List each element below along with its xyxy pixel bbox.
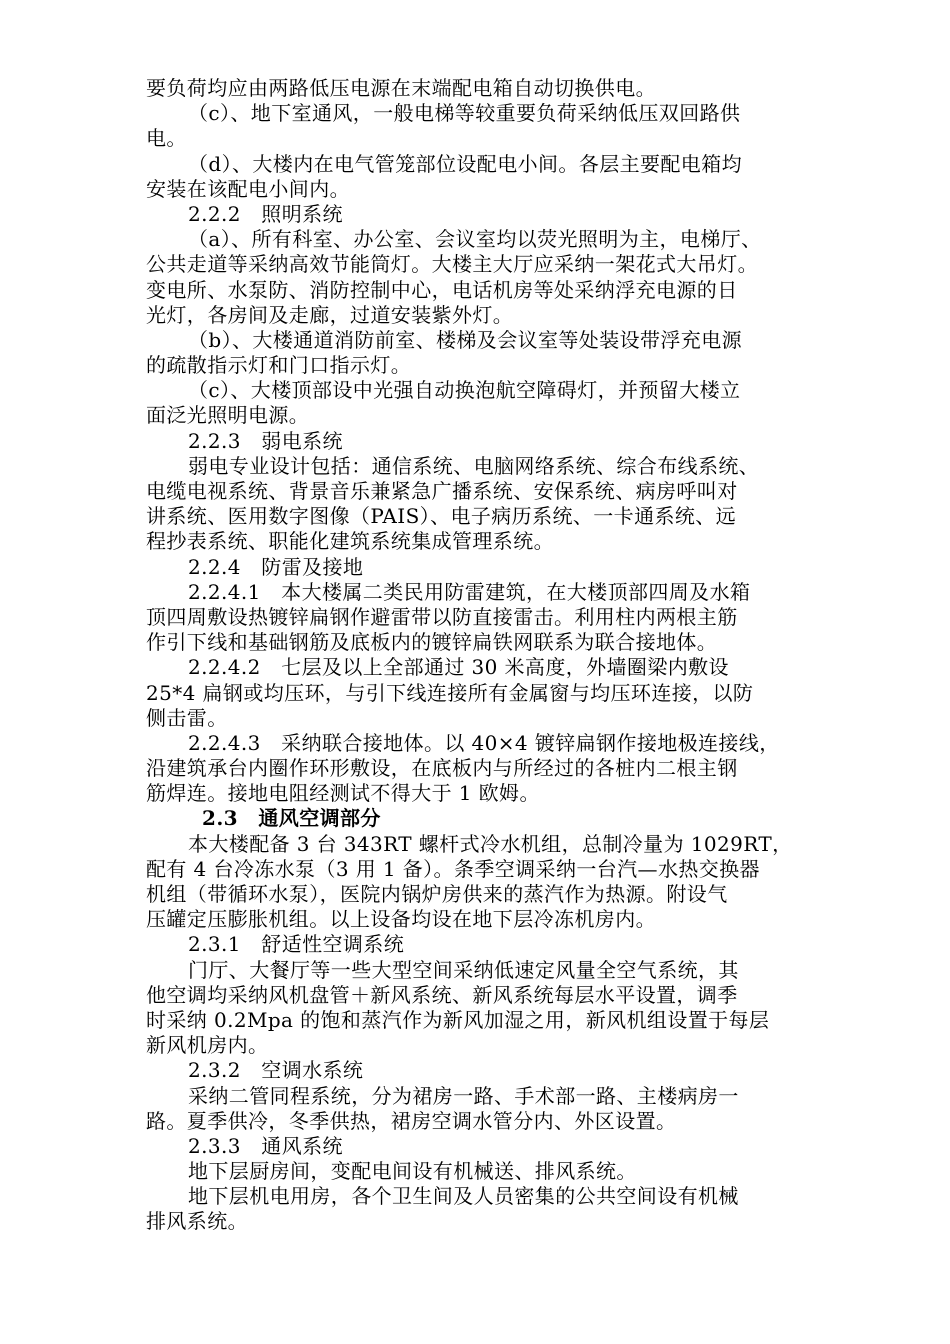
text-line: 2.3.2 空调水系统 [188,1058,364,1083]
text-line: 2.3.1 舒适性空调系统 [188,932,405,957]
text-line: 本大楼配备 3 台 343RT 螺杆式冷水机组，总制冷量为 1029RT， [188,831,793,856]
text-line: 的疏散指示灯和门口指示灯。 [146,353,412,378]
text-line: （a）、所有科室、办公室、会议室均以荧光照明为主，电梯厅、 [188,227,762,252]
text-line: 公共走道等采纳高效节能筒灯。大楼主大厅应采纳一架花式大吊灯。 [146,252,758,277]
document-page [146,76,822,1235]
text-line: 25*4 扁钢或均压环，与引下线连接所有金属窗与均压环连接，以防 [146,680,754,705]
text-line: 作引下线和基础钢筋及底板内的镀锌扁铁网联系为联合接地体。 [146,630,718,655]
text-line: 2.2.4.2 七层及以上全部通过 30 米高度，外墙圈梁内敷设 [188,655,729,680]
text-line: 压罐定压膨胀机组。以上设备均设在地下层冷冻机房内。 [146,907,656,932]
text-line: 电缆电视系统、背景音乐兼紧急广播系统、安保系统、病房呼叫对 [146,479,738,503]
text-line: 2.2.4 防雷及接地 [188,554,364,579]
text-line: 2.2.4.1 本大楼属二类民用防雷建筑，在大楼顶部四周及水箱 [188,579,751,604]
text-line: 光灯，各房间及走廊，过道安装紫外灯。 [146,302,514,327]
text-line: 排风系统。 [146,1209,248,1234]
text-line: 2.3 通风空调部分 [202,806,381,831]
text-line: 2.2.2 照明系统 [188,201,343,226]
text-line: （c）、地下室通风，一般电梯等较重要负荷采纳低压双回路供 [188,101,741,126]
text-line: 机组（带循环水泵），医院内锅炉房供来的蒸汽作为热源。附设气 [146,882,728,906]
text-line: 配有 4 台冷冻水泵（3 用 1 备）。条季空调采纳一台汽—水热交换器 [146,856,760,881]
text-line: 采纳二管同程系统，分为裙房一路、手术部一路、主楼病房一 [188,1083,739,1108]
text-line: 筋焊连。接地电阻经测试不得大于 1 欧姆。 [146,781,540,806]
text-line: 他空调均采纳风机盘管＋新风系统、新风系统每层水平设置，调季 [146,982,738,1007]
text-line: 新风机房内。 [146,1033,269,1058]
text-line: 讲系统、医用数字图像（PAIS）、电子病历系统、一卡通系统、远 [146,504,737,529]
text-line: 安装在该配电小间内。 [146,176,350,201]
text-line: 门厅、大餐厅等一些大型空间采纳低速定风量全空气系统，其 [188,957,739,982]
text-line: 路。夏季供冷，冬季供热，裙房空调水管分内、外区设置。 [146,1108,677,1133]
text-line: 弱电专业设计包括：通信系统、电脑网络系统、综合布线系统、 [188,453,760,478]
text-line: 侧击雷。 [146,705,228,730]
text-line: 变电所、水泵防、消防控制中心，电话机房等处采纳浮充电源的日 [146,277,738,302]
text-line: 地下层厨房间，变配电间设有机械送、排风系统。 [188,1159,637,1184]
text-line: 电。 [146,126,187,151]
text-line: 要负荷均应由两路低压电源在末端配电箱自动切换供电。 [146,76,656,100]
text-line: （b）、大楼通道消防前室、楼梯及会议室等处装设带浮充电源 [188,327,743,352]
text-line: 2.3.3 通风系统 [188,1133,343,1158]
text-line: 2.2.3 弱电系统 [188,428,343,453]
text-line: 2.2.4.3 采纳联合接地体。以 40×4 镀锌扁钢作接地极连接线， [188,730,780,755]
text-line: 顶四周敷设热镀锌扁钢作避雷带以防直接雷击。利用柱内两根主筋 [146,604,738,629]
text-line: 程抄表系统、职能化建筑系统集成管理系统。 [146,529,554,554]
text-line: 面泛光照明电源。 [146,403,310,428]
text-line: （d）、大楼内在电气管笼部位设配电小间。各层主要配电箱均 [188,151,743,176]
text-line: 时采纳 0.2Mpa 的饱和蒸汽作为新风加湿之用，新风机组设置于每层 [146,1007,770,1032]
text-line: 地下层机电用房，各个卫生间及人员密集的公共空间设有机械 [188,1184,739,1209]
text-line: 沿建筑承台内圈作环形敷设，在底板内与所经过的各桩内二根主钢 [146,756,738,781]
text-line: （c）、大楼顶部设中光强自动换泡航空障碍灯，并预留大楼立 [188,378,741,403]
